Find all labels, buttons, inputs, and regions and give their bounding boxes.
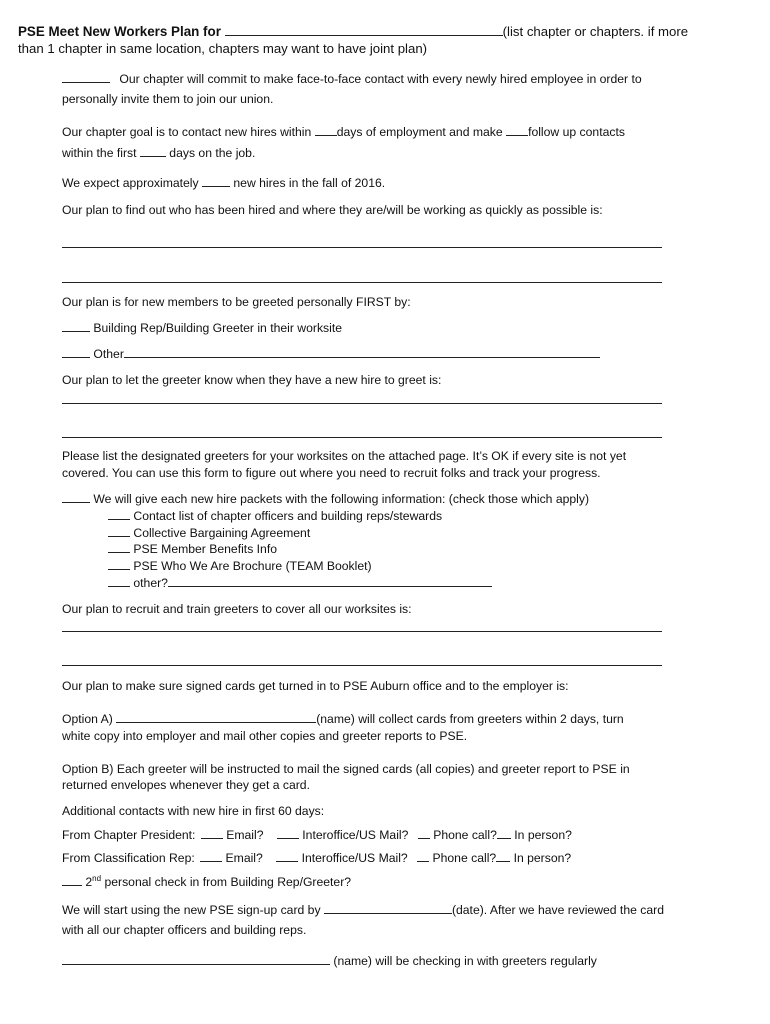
goal-line-1	[62, 124, 625, 140]
packet-item-label: PSE Member Benefits Info	[133, 542, 277, 556]
commit-line-2: personally invite them to join our union.	[62, 92, 274, 106]
person-label: In person?	[514, 828, 572, 842]
class-rep-label: From Classification Rep:	[62, 851, 195, 865]
packet-item	[108, 541, 277, 557]
option-a-name-blank[interactable]	[116, 711, 316, 723]
building-rep-check-blank[interactable]	[62, 320, 90, 332]
mail-label: Interoffice/US Mail?	[302, 828, 409, 842]
option-b-line-1: Option B) Each greeter will be instructed to mail the signed cards (all copies) and greeter report to PSE in	[62, 762, 630, 776]
designated-line-2: covered. You can use this form to figure out where you need to recruit folks and track your progress.	[62, 466, 601, 480]
goal-text-2: days of employment and make	[336, 125, 503, 139]
packets-check-blank[interactable]	[62, 491, 90, 503]
recruit-answer-line-1[interactable]	[62, 631, 662, 632]
packet-item	[108, 558, 372, 574]
greeter-know-answer-line-2[interactable]	[62, 437, 662, 438]
other-packet-text-blank[interactable]	[168, 575, 492, 587]
class-rep-person-blank[interactable]	[496, 850, 510, 862]
find-plan-answer-line-1[interactable]	[62, 247, 662, 248]
goal-text-3: follow up contacts	[528, 125, 625, 139]
goal-text-1: Our chapter goal is to contact new hires within	[62, 125, 312, 139]
president-label: From Chapter President:	[62, 828, 196, 842]
commit-text: Our chapter will commit to make face-to-face contact with every newly hired employee in order to	[119, 72, 642, 86]
additional-contacts-label: Additional contacts with new hire in first 60 days:	[62, 804, 325, 818]
class-rep-phone-blank[interactable]	[417, 850, 429, 862]
option-a-line-2: white copy into employer and mail other copies and greeter reports to PSE.	[62, 729, 468, 743]
second-ordinal: nd	[92, 873, 102, 883]
email-label: Email?	[225, 851, 263, 865]
cards-label: Our plan to make sure signed cards get turned in to PSE Auburn office and to the employer is:	[62, 679, 569, 693]
goal-text-5: days on the job.	[169, 146, 256, 160]
followup-count-blank[interactable]	[506, 124, 528, 136]
document-title	[18, 24, 688, 40]
other-text-blank[interactable]	[124, 346, 600, 358]
second-check-text: personal check in from Building Rep/Greeter?	[104, 875, 352, 889]
signup-date-blank[interactable]	[324, 902, 452, 914]
packet-item-label: PSE Who We Are Brochure (TEAM Booklet)	[133, 559, 372, 573]
packets-intro	[62, 491, 589, 507]
chapter-name-blank[interactable]	[225, 24, 503, 36]
option-a-line-1	[62, 711, 624, 727]
greeter-know-answer-line-1[interactable]	[62, 403, 662, 404]
days-employment-blank[interactable]	[315, 124, 337, 136]
president-email-blank[interactable]	[201, 827, 223, 839]
checking-text: (name) will be checking in with greeters regularly	[333, 954, 597, 968]
greet-option-building-rep	[62, 320, 342, 336]
packet-item-check-blank[interactable]	[108, 541, 130, 553]
class-rep-email-blank[interactable]	[200, 850, 222, 862]
person-label: In person?	[513, 851, 572, 865]
option-b-line-2: returned envelopes whenever they get a card.	[62, 778, 310, 792]
president-phone-blank[interactable]	[418, 827, 430, 839]
title-text: PSE Meet New Workers Plan for	[18, 24, 221, 39]
packet-item-check-blank[interactable]	[108, 558, 130, 570]
title-line-2: than 1 chapter in same location, chapters may want to have joint plan)	[18, 41, 428, 56]
second-check-blank[interactable]	[62, 874, 82, 886]
expect-text-2: new hires in the fall of 2016.	[233, 176, 386, 190]
commit-line-1	[62, 71, 642, 87]
packet-item-check-blank[interactable]	[108, 525, 130, 537]
goal-line-2	[62, 145, 255, 161]
packets-intro-text: We will give each new hire packets with the following information: (check those which apply)	[93, 492, 590, 506]
signup-text-2: (date). After we have reviewed the card	[451, 903, 664, 917]
recruit-label: Our plan to recruit and train greeters to cover all our worksites is:	[62, 602, 412, 616]
class-rep-contacts-row	[62, 850, 571, 866]
president-contacts-row	[62, 827, 572, 843]
phone-label: Phone call?	[432, 851, 497, 865]
packet-item-check-blank[interactable]	[108, 508, 130, 520]
mail-label: Interoffice/US Mail?	[301, 851, 408, 865]
class-rep-mail-blank[interactable]	[276, 850, 298, 862]
building-rep-label: Building Rep/Building Greeter in their worksite	[93, 321, 343, 335]
packet-item	[108, 525, 310, 541]
packet-item-label: Contact list of chapter officers and building reps/stewards	[133, 509, 443, 523]
designated-line-1: Please list the designated greeters for your worksites on the attached page. It’s OK if every site is not yet	[62, 449, 627, 463]
president-mail-blank[interactable]	[277, 827, 299, 839]
recruit-answer-line-2[interactable]	[62, 665, 662, 666]
other-check-blank[interactable]	[62, 346, 90, 358]
signup-text-1: We will start using the new PSE sign-up card by	[62, 903, 321, 917]
first-days-blank[interactable]	[140, 145, 166, 157]
title-tail: (list chapter or chapters. if more	[502, 24, 689, 39]
greet-first-label: Our plan is for new members to be greeted personally FIRST by:	[62, 295, 411, 309]
expect-text-1: We expect approximately	[62, 176, 199, 190]
packet-item-label: other?	[133, 576, 168, 590]
greet-option-other	[62, 346, 600, 362]
greeter-know-label: Our plan to let the greeter know when they have a new hire to greet is:	[62, 373, 442, 387]
packet-item-check-blank[interactable]	[108, 575, 130, 587]
second-number: 2	[85, 875, 93, 889]
checking-name-blank[interactable]	[62, 953, 330, 965]
find-plan-answer-line-2[interactable]	[62, 282, 662, 283]
second-check-row	[62, 874, 351, 890]
packet-item-label: Collective Bargaining Agreement	[133, 526, 311, 540]
packet-item	[108, 575, 492, 591]
signup-line-1	[62, 902, 664, 918]
email-label: Email?	[226, 828, 264, 842]
expect-line	[62, 175, 385, 191]
option-a-label: Option A)	[62, 712, 113, 726]
checking-row	[62, 953, 597, 969]
find-plan-label: Our plan to find out who has been hired and where they are/will be working as quickly as possible is:	[62, 203, 603, 217]
option-a-text: (name) will collect cards from greeters within 2 days, turn	[316, 712, 624, 726]
signup-line-2: with all our chapter officers and building reps.	[62, 923, 307, 937]
phone-label: Phone call?	[433, 828, 497, 842]
president-person-blank[interactable]	[497, 827, 511, 839]
other-label: Other	[93, 347, 124, 361]
packet-item	[108, 508, 442, 524]
new-hires-count-blank[interactable]	[202, 175, 230, 187]
goal-text-4: within the first	[62, 146, 137, 160]
commit-check-blank[interactable]	[62, 71, 110, 83]
